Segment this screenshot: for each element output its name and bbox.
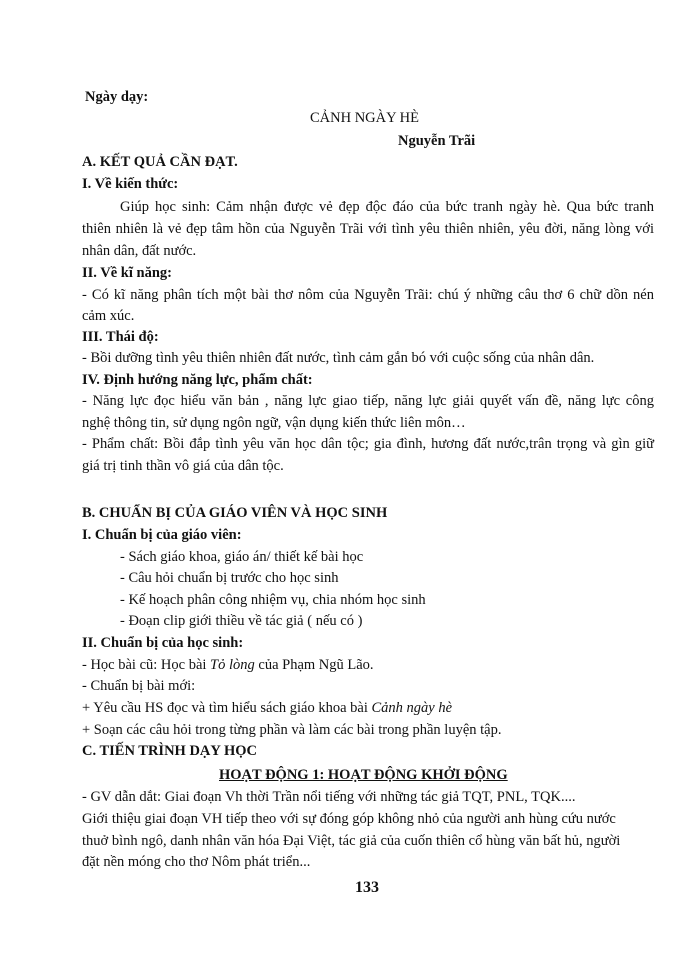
date-label: Ngày dạy: <box>85 89 149 105</box>
lesson-title: CẢNH NGÀY HÈ <box>310 110 420 126</box>
list-item: - Câu hỏi chuẩn bị trước cho học sinh <box>120 570 339 586</box>
knowledge-heading: I. Về kiến thức: <box>82 176 179 192</box>
paragraph-line: đặt nền móng cho thơ Nôm phát triển... <box>82 854 311 870</box>
paragraph-line: thiên nhiên là vẻ đẹp tâm hồn của Nguyễn Trãi với tình yêu thiên nhiên, yêu đời, năng lòng với <box>82 221 654 237</box>
poem-title: Cảnh ngày hè <box>371 700 453 716</box>
prepare-line: + Soạn các câu hỏi trong từng phần và làm các bài trong phần luyện tập. <box>82 722 502 738</box>
paragraph-line: cảm xúc. <box>82 308 135 324</box>
old-lesson-line <box>82 655 654 675</box>
list-item: - Đoạn clip giới thiều về tác giả ( nếu có ) <box>120 613 363 629</box>
page-number: 133 <box>355 879 379 896</box>
requirement-line <box>82 698 654 718</box>
section-b-heading: B. CHUẨN BỊ CỦA GIÁO VIÊN VÀ HỌC SINH <box>82 505 388 521</box>
text: của Phạm Ngũ Lão. <box>254 657 374 673</box>
text: - Học bài cũ: Học bài <box>82 657 211 673</box>
paragraph-line: Giúp học sinh: Cảm nhận được vẻ đẹp độc đáo của bức tranh ngày hè. Qua bức tranh <box>120 199 654 215</box>
text: + Yêu cầu HS đọc và tìm hiểu sách giáo khoa bài <box>82 700 372 716</box>
paragraph-line: thuở bình ngô, danh nhân văn hóa Đại Việt, tác giả của cuốn thiên cổ hùng văn bất hủ, người <box>82 833 621 849</box>
attitude-heading: III. Thái độ: <box>82 329 159 345</box>
paragraph-line: nhân dân, đất nước. <box>82 243 197 259</box>
section-c-heading: C. TIẾN TRÌNH DẠY HỌC <box>82 743 257 759</box>
poem-title: Tỏ lòng <box>210 657 255 673</box>
author-name: Nguyễn Trãi <box>398 133 476 149</box>
skills-heading: II. Về kĩ năng: <box>82 265 172 281</box>
activity-1-heading: HOẠT ĐỘNG 1: HOẠT ĐỘNG KHỞI ĐỘNG <box>219 767 508 783</box>
paragraph-line: nghệ thông tin, sử dụng ngôn ngữ, vận dụng kiến thức liên môn… <box>82 415 466 431</box>
paragraph-line: - GV dẫn dắt: Giai đoạn Vh thời Trần nổi tiếng với những tác giả TQT, PNL, TQK.... <box>82 789 576 805</box>
paragraph-line: - Bồi dưỡng tình yêu thiên nhiên đất nước, tình cảm gắn bó với cuộc sống của nhân dân. <box>82 350 595 366</box>
paragraph-line: - Có kĩ năng phân tích một bài thơ nôm của Nguyễn Trãi: chú ý những câu thơ 6 chữ dồn nén <box>82 287 654 303</box>
list-item: - Kế hoạch phân công nhiệm vụ, chia nhóm học sinh <box>120 592 426 608</box>
paragraph-line: - Phẩm chất: Bồi đắp tình yêu văn học dân tộc; gia đình, hương đất nước,trân trọng và gìn giữ <box>82 436 654 452</box>
teacher-prep-heading: I. Chuẩn bị của giáo viên: <box>82 527 242 543</box>
section-a-heading: A. KẾT QUẢ CẦN ĐẠT. <box>82 154 238 170</box>
paragraph-line: giá trị tinh thần vô giá của dân tộc. <box>82 458 284 474</box>
new-lesson-line: - Chuẩn bị bài mới: <box>82 678 196 694</box>
student-prep-heading: II. Chuẩn bị của học sinh: <box>82 635 244 651</box>
competence-heading: IV. Định hướng năng lực, phẩm chất: <box>82 372 313 388</box>
paragraph-line: - Năng lực đọc hiểu văn bản , năng lực giao tiếp, năng lực giải quyết vấn đề, năng lực công <box>82 393 654 409</box>
list-item: - Sách giáo khoa, giáo án/ thiết kế bài học <box>120 549 364 565</box>
paragraph-line: Giới thiệu giai đoạn VH tiếp theo với sự đóng góp không nhỏ của người anh hùng cứu nước <box>82 811 616 827</box>
